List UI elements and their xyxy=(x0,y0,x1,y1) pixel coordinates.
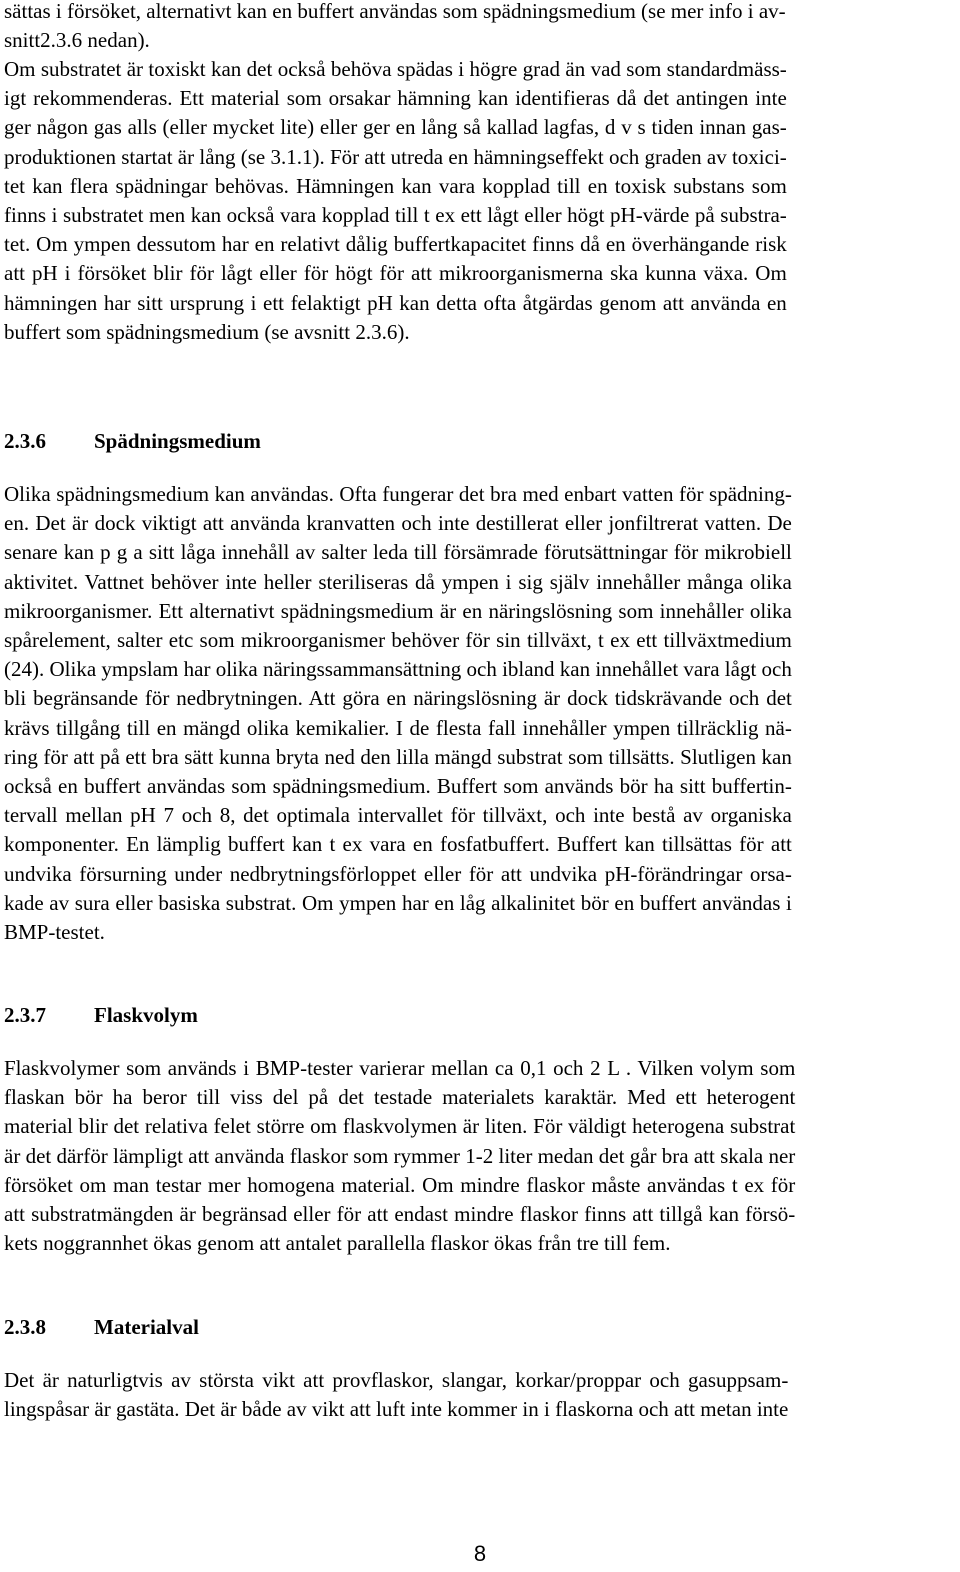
text-line: lingspåsar är gastäta. Det är både av vikt att luft inte kommer in i flaskorna och att metan inte xyxy=(4,1397,789,1422)
text-line: att pH i försöket blir för lågt eller för högt för att mikroorganismerna ska kunna växa. Om xyxy=(4,261,787,286)
text-line: material blir det relativa felet större om flaskvolymen är liten. För väldigt heterogena substrat xyxy=(4,1114,796,1139)
text-line: (24). Olika ympslam har olika näringssammansättning och ibland kan innehållet vara lågt och xyxy=(4,657,792,682)
page-number: 8 xyxy=(473,1541,487,1566)
text-line: BMP-testet. xyxy=(4,920,105,945)
section-heading-2-3-7 xyxy=(4,1001,198,1030)
text-line: igt rekommenderas. Ett material som orsakar hämning kan identifieras då det antingen inte xyxy=(4,86,787,111)
text-line: Det är naturligtvis av största vikt att provflaskor, slangar, korkar/proppar och gasuppsam- xyxy=(4,1368,789,1392)
text-line: tet kan flera spädningar behövas. Hämningen kan vara kopplad till en toxisk substans som xyxy=(4,173,787,198)
text-line: senare kan p g a sitt låga innehåll av salter leda till försämrade förutsättningar för mikrobiell xyxy=(4,540,792,565)
text-line: Olika spädningsmedium kan användas. Ofta fungerar det bra med enbart vatten för spädning- xyxy=(4,482,792,506)
text-line: tervall mellan pH 7 och 8, det optimala intervallet för tillväxt, och inte bestå av organiska xyxy=(4,803,792,828)
text-line: tet. Om ympen dessutom har en relativt dålig buffertkapacitet finns då en överhängande risk xyxy=(4,232,787,257)
section-number: 2.3.7 xyxy=(4,1003,46,1027)
text-line: kade av sura eller basiska substrat. Om ympen har en låg alkalinitet bör en buffert användas i xyxy=(4,890,792,915)
paragraph-toxic-substrate xyxy=(4,55,787,347)
text-line: produktionen startat är lång (se 3.1.1). För att utreda en hämningseffekt och graden av toxici- xyxy=(4,144,787,169)
text-line: ring för att på ett bra sätt kunna bryta ned den lilla mängd substrat som tillsätts. Slutligen kan xyxy=(4,744,792,769)
text-line: komponenter. En lämplig buffert kan t ex vara en fosfatbuffert. Buffert kan tillsättas för att xyxy=(4,832,792,857)
paragraph-flask-volume xyxy=(4,1054,795,1258)
section-number: 2.3.8 xyxy=(4,1315,46,1339)
text-line: snitt2.3.6 nedan). xyxy=(4,28,150,53)
text-line: ger någon gas alls (eller mycket lite) eller ger en lång så kallad lagfas, d v s tiden innan gas- xyxy=(4,115,787,140)
text-line: försöket om man testar mer homogena material. Om mindre flaskor måste användas t ex för xyxy=(4,1172,796,1197)
text-line: är det därför lämpligt att använda flaskor som rymmer 1-2 liter medan det går bra att skala ner xyxy=(4,1143,796,1168)
text-line: spårelement, salter etc som mikroorganismer behöver för sin tillväxt, t ex ett tillväxtmedium xyxy=(4,628,792,653)
text-line: mikroorganismer. Ett alternativt spädningsmedium är en näringslösning som innehåller olika xyxy=(4,598,792,623)
section-title: Flaskvolym xyxy=(94,1003,198,1027)
text-line: kets noggrannhet ökas genom att antalet parallella flaskor ökas från tre till fem. xyxy=(4,1231,671,1256)
paragraph-intro-continuation xyxy=(4,0,786,55)
text-line: flaskan bör ha beror till viss del på det testade materialets karaktär. Med ett heterogent xyxy=(4,1085,796,1110)
section-heading-2-3-6 xyxy=(4,427,261,456)
text-line: bli begränsande för nedbrytningen. Att göra en näringslösning är dock tidskrävande och det xyxy=(4,686,792,711)
paragraph-dilution-medium xyxy=(4,480,792,947)
text-line: krävs tillgång till en mängd olika kemikalier. I de flesta fall innehåller ympen tillräcklig nä- xyxy=(4,715,792,740)
text-line: en. Det är dock viktigt att använda kranvatten och inte destillerat eller jonfiltrerat vatten. De xyxy=(4,511,792,536)
text-line: Om substratet är toxiskt kan det också behöva spädas i högre grad än vad som standardmäss- xyxy=(4,57,787,81)
text-line: hämningen har sitt ursprung i ett felaktigt pH kan detta ofta åtgärdas genom att använda en xyxy=(4,290,787,315)
paragraph-material-choice xyxy=(4,1366,788,1424)
text-line: också en buffert användas som spädningsmedium. Buffert som används bör ha sitt buffertin- xyxy=(4,774,792,799)
section-title: Spädningsmedium xyxy=(94,429,261,453)
text-line: buffert som spädningsmedium (se avsnitt 2.3.6). xyxy=(4,319,410,344)
section-heading-2-3-8 xyxy=(4,1313,199,1342)
text-line: sättas i försöket, alternativt kan en buffert användas som spädningsmedium (se mer info i av- xyxy=(4,0,786,23)
section-number: 2.3.6 xyxy=(4,429,46,453)
text-line: undvika försurning under nedbrytningsförloppet eller för att undvika pH-förändringar orsa- xyxy=(4,861,792,886)
text-line: att substratmängden är begränsad eller för att endast mindre flaskor finns att tillgå kan försö- xyxy=(4,1202,796,1227)
text-line: Flaskvolymer som används i BMP-tester varierar mellan ca 0,1 och 2 L . Vilken volym som xyxy=(4,1056,796,1080)
text-line: aktivitet. Vattnet behöver inte heller steriliseras då ympen i sig själv innehåller många olika xyxy=(4,569,792,594)
section-title: Materialval xyxy=(94,1315,199,1339)
text-line: finns i substratet men kan också vara kopplad till t ex ett lågt eller högt pH-värde på substra- xyxy=(4,203,787,228)
